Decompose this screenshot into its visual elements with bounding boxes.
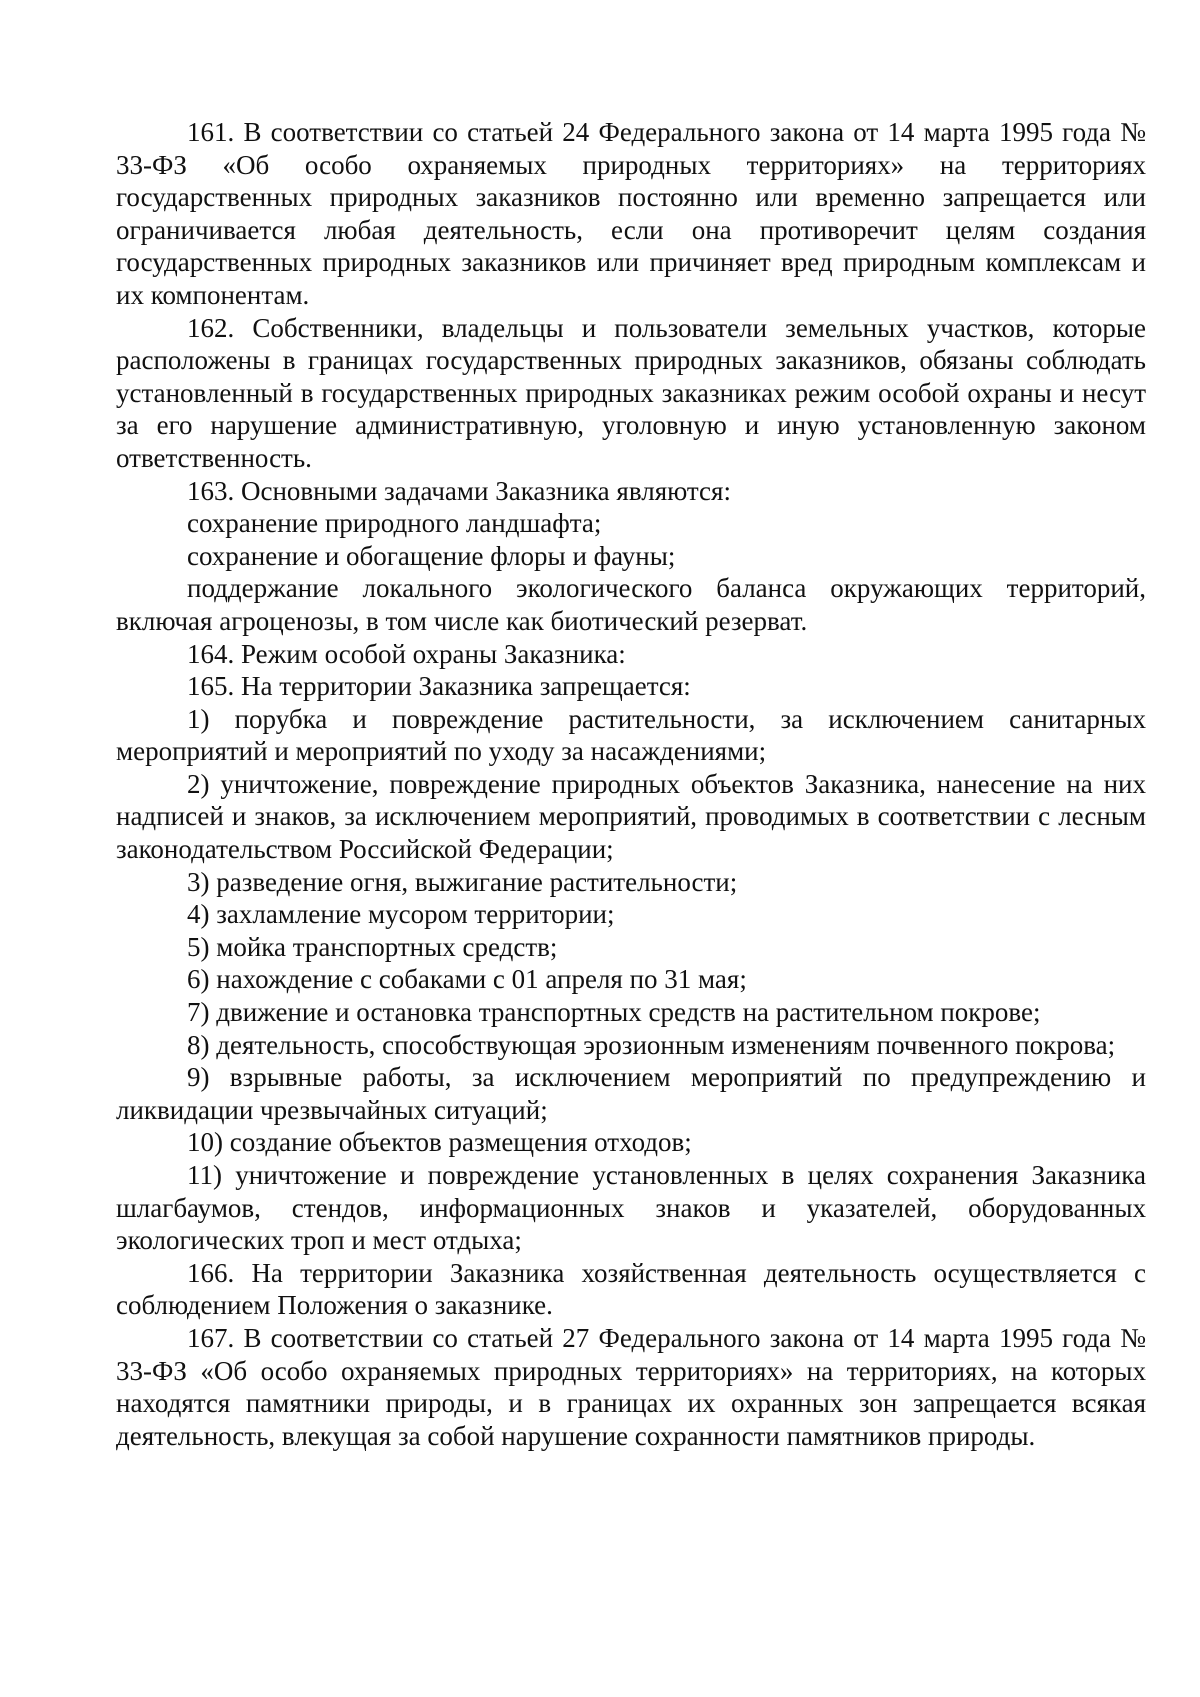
task-item-2: сохранение и обогащение флоры и фауны; (187, 540, 676, 571)
prohibited-item-2: 2) уничтожение, повреждение природных объектов Заказника, нанесение на них надписей и знаков, за исключением мероприятий, проводимых в соответствии с лесным законодательством Российской Федерации; (116, 768, 1146, 865)
prohibited-item-4: 4) захламление мусором территории; (187, 899, 615, 930)
task-item-1: сохранение природного ландшафта; (187, 508, 602, 539)
prohibited-item-5: 5) мойка транспортных средств; (187, 931, 558, 962)
prohibited-item-9: 9) взрывные работы, за исключением мероприятий по предупреждению и ликвидации чрезвычайных ситуаций; (116, 1062, 1146, 1125)
paragraph-161: 161. В соответствии со статьей 24 Федерального закона от 14 марта 1995 года № 33-ФЗ «Об особо охраняемых природных территориях» на территориях государственных природных заказников постоянно или временно запрещается или ограничивается любая деятельность, если она противоречит целям создания государственных природных заказников или причиняет вред природным комплексам и их компонентам. (116, 117, 1146, 310)
paragraph-165: 165. На территории Заказника запрещается: (187, 671, 691, 702)
prohibited-item-6: 6) нахождение с собаками с 01 апреля по 31 мая; (187, 964, 747, 995)
prohibited-item-1: 1) порубка и повреждение растительности, за исключением санитарных мероприятий и мероприятий по уходу за насаждениями; (116, 703, 1146, 767)
paragraph-166: 166. На территории Заказника хозяйственная деятельность осуществляется с соблюдением Положения о заказнике. (116, 1257, 1146, 1321)
prohibited-item-10: 10) создание объектов размещения отходов; (187, 1127, 692, 1158)
prohibited-item-11: 11) уничтожение и повреждение установленных в целях сохранения Заказника шлагбаумов, стендов, информационных знаков и указателей, оборудованных экологических троп и мест отдыха; (116, 1160, 1146, 1256)
paragraph-162: 162. Собственники, владельцы и пользователи земельных участков, которые расположены в границах государственных природных заказников, обязаны соблюдать установленный в государственных природных заказниках режим особой охраны и несут за его нарушение административную, уголовную и иную установленную законом ответственность. (116, 312, 1146, 473)
prohibited-item-8: 8) деятельность, способствующая эрозионным изменениям почвенного покрова; (187, 1029, 1116, 1060)
paragraph-167: 167. В соответствии со статьей 27 Федерального закона от 14 марта 1995 года № 33-ФЗ «Об особо охраняемых природных территориях» на территориях, на которых находятся памятники природы, и в границах их охранных зон запрещается всякая деятельность, влекущая за собой нарушение сохранности памятников природы. (116, 1322, 1146, 1451)
prohibited-item-3: 3) разведение огня, выжигание растительности; (187, 866, 738, 897)
paragraph-163: 163. Основными задачами Заказника являются: (187, 475, 731, 506)
task-item-3: поддержание локального экологического баланса окружающих территорий, включая агроценозы, в том числе как биотический резерват. (116, 573, 1146, 636)
document-body (116, 116, 1146, 1452)
prohibited-item-7: 7) движение и остановка транспортных средств на растительном покрове; (187, 997, 1041, 1028)
paragraph-164: 164. Режим особой охраны Заказника: (187, 638, 626, 669)
